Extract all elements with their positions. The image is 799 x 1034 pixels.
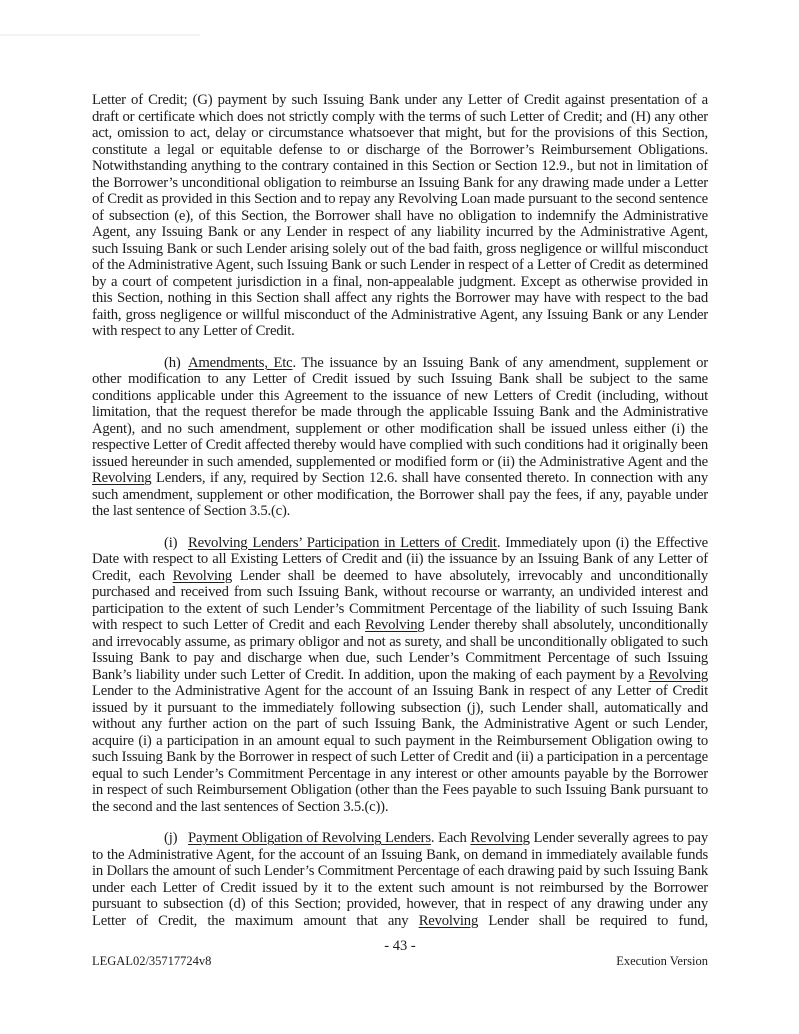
document-body [92,92,708,944]
underlined-text-run: Revolving [92,470,152,486]
continuation-paragraph [92,92,708,340]
underlined-text-run: Revolving [172,567,233,584]
underlined-text-run: Revolving [365,617,425,633]
subsection-i-revolving-lenders-participation [92,535,708,816]
document-id: LEGAL02/35717724v8 [92,954,212,968]
underlined-text-run: Revolving [418,912,479,929]
page-footer [92,954,708,969]
page-number: - 43 - [384,938,416,954]
text-run: Lender to the Administrative Agent for the account of an Issuing Bank in respect of any Letter of Credit issued by it pursuant to the immediately following subsection (j), such Lender shall, automatically and without any further action on the part of such Issuing Bank, the Administrative Agent or such Lender, acquire (i) a participation in an amount equal to such payment in the Reimbursement Obligation owing to such Issuing Bank by the Borrower in respect of such Letter of Credit and (ii) a participation in a percentage equal to such Lender’s Commitment Percentage in any interest or other amounts payable by the Borrower in respect of such Reimbursement Obligation (other than the Fees payable to such Issuing Bank pursuant to the second and the last sentences of Section 3.5.(c)). [92,683,708,815]
paragraph-label: (j) [164,830,178,846]
text-run: . Immediately upon (i) the Effective Date with respect to all Existing Letters of Credit and (ii) the issuance by an Issuing Bank of any Letter of Credit, each [92,534,708,584]
underlined-text-run: Payment Obligation of Revolving Lenders [188,830,431,846]
text-run: Letter of Credit; (G) payment by such Issuing Bank under any Letter of Credit against presentation of a draft or certificate which does not strictly comply with the terms of such Letter of Credit; and (H) any other act, omission to act, delay or circumstance whatsoever that might, but for the provisions of this Section, constitute a legal or equitable defense to or discharge of the Borrower’s Reimbursement Obligations. Notwithstanding anything to the contrary contained in this Section or Section 12.9., but not in limitation of the Borrower’s unconditional obligation to reimburse an Issuing Bank for any drawing made under a Letter of Credit as provided in this Section and to repay any Revolving Loan made pursuant to the second sentence of subsection (e), of this Section, the Borrower shall have no obligation to indemnify the Administrative Agent, any Issuing Bank or any Lender in respect of any liability incurred by the Administrative Agent, such Issuing Bank or such Lender arising solely out of the bad faith, gross negligence or willful misconduct of the Administrative Agent, such Issuing Bank or such Lender in respect of a Letter of Credit as determined by a court of competent jurisdiction in a final, non-appealable judgment. Except as otherwise provided in this Section, nothing in this Section shall affect any rights the Borrower may have with respect to the bad faith, gross negligence or willful misconduct of the Administrative Agent, any Issuing Bank or any Lender with respect to any Letter of Credit. [92,92,708,339]
scan-artifact [0,34,200,36]
text-run: Lender shall be deemed to have absolutely, irrevocably and unconditionally purchased and received from such Issuing Bank, without recourse or warranty, an undivided interest and participation to the extent of such Lender’s Commitment Percentage of the liability of such Issuing Bank with respect to such Letter of Credit and each [92,567,708,633]
underlined-text-run: Revolving Lenders’ Participation in Letters of Credit [188,534,497,551]
underlined-text-run: Revolving [648,666,708,683]
text-run: . Each [430,830,471,846]
text-run: Lender thereby shall absolutely, unconditionally and irrevocably assume, as primary obligor and not as surety, and shall be unconditionally obligated to such Issuing Bank to pay and discharge when due, such Lender’s Commitment Percentage of such Issuing Bank’s liability under such Letter of Credit. In addition, upon the making of each payment by a [92,617,708,683]
text-run: Lenders, if any, required by Section 12.6. shall have consented thereto. In connection with any such amendment, supplement or other modification, the Borrower shall pay the fees, if any, payable under the last sentence of Section 3.5.(c). [92,470,708,519]
version-label: Execution Version [616,954,708,968]
text-run: Lender severally agrees to pay to the Administrative Agent, for the account of an Issuing Bank, on demand in immediately available funds in Dollars the amount of such Lender’s Commitment Percentage of each drawing paid by such Issuing Bank under each Letter of Credit issued by it to the extent such amount is not reimbursed by the Borrower pursuant to subsection (d) of this Section; provided, however, that in respect of any drawing under any Letter of Credit, the maximum amount that any [92,830,708,929]
text-run: . The issuance by an Issuing Bank of any amendment, supplement or other modification to any Letter of Credit issued by such Issuing Bank shall be subject to the same conditions applicable under this Agreement to the issuance of new Letters of Credit (including, without limitation, that the request therefor be made through the applicable Issuing Bank and the Administrative Agent), and no such amendment, supplement or other modification shall be issued unless either (i) the respective Letter of Credit affected thereby would have complied with such conditions had it originally been issued hereunder in such amended, supplemented or modified form or (ii) the Administrative Agent and the [92,354,708,470]
text-run: Lender shall be required to fund, [478,912,708,929]
subsection-h-amendments [92,355,708,520]
underlined-text-run: Revolving [470,830,530,846]
underlined-text-run: Amendments, Etc [188,354,293,371]
subsection-j-payment-obligation [92,830,708,929]
paragraph-label: (h) [164,354,181,371]
paragraph-label: (i) [164,534,178,551]
